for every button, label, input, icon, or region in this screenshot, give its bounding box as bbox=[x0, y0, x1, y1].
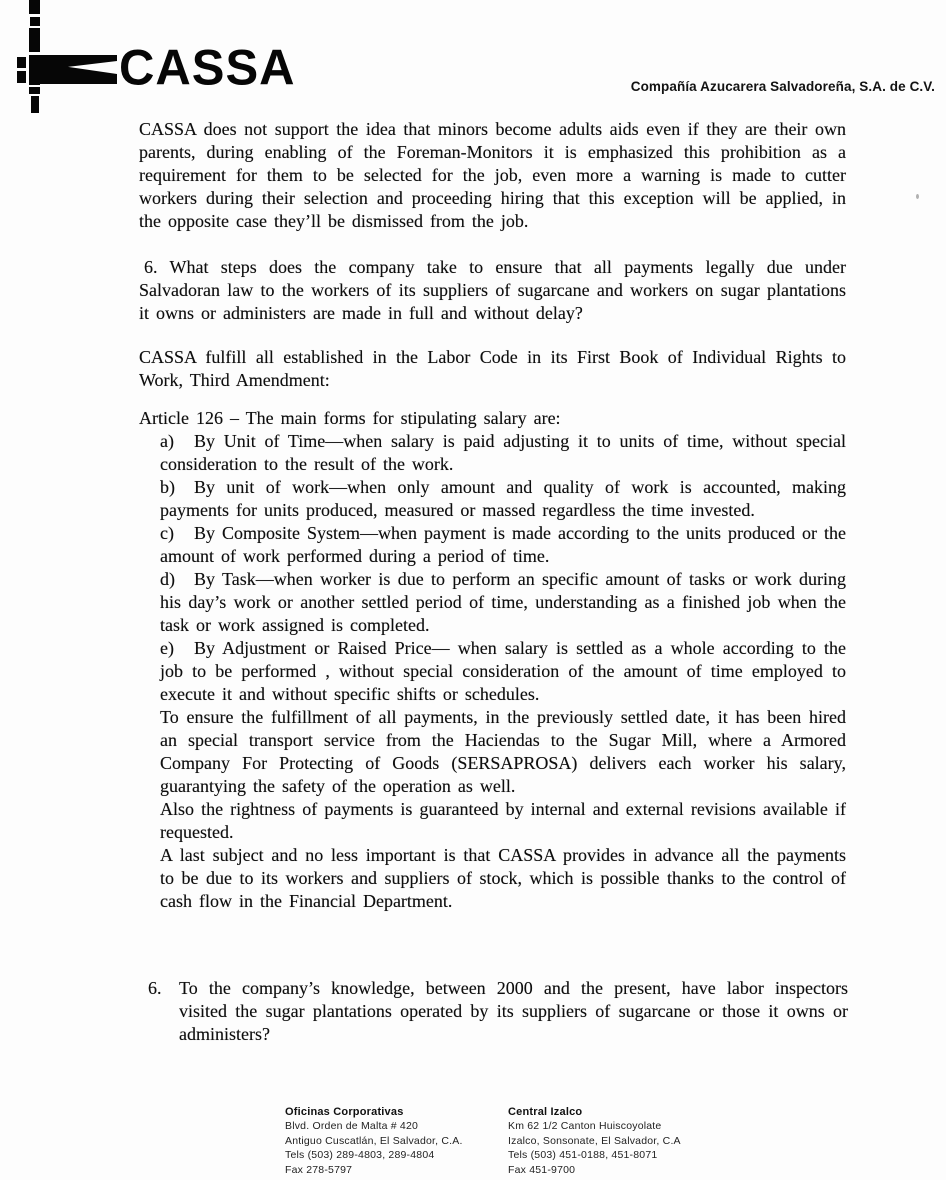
footer-line: Tels (503) 451-0188, 451-8071 bbox=[508, 1149, 658, 1162]
logo-dash-segment bbox=[30, 17, 40, 26]
article-heading: Article 126 – The main forms for stipulating salary are: bbox=[139, 408, 561, 428]
footer-line: Tels (503) 289-4803, 289-4804 bbox=[285, 1149, 435, 1162]
salary-form-item bbox=[160, 637, 846, 706]
article-126-block bbox=[139, 407, 846, 913]
footer-line: Izalco, Sonsonate, El Salvador, C.A bbox=[508, 1134, 681, 1147]
paragraph-answer-intro: CASSA fulfill all established in the Labor Code in its First Book of Individual Rights to Work, Third Amendment: bbox=[139, 347, 846, 390]
footer-line: Fax 451-9700 bbox=[508, 1163, 576, 1176]
salary-form-item bbox=[160, 430, 846, 476]
footer-line: Blvd. Orden de Malta # 420 bbox=[285, 1120, 419, 1133]
list-text: By unit of work—when only amount and quality of work is accounted, making payments for units produced, measured or massed regardless the time invested. bbox=[160, 477, 846, 520]
logo-dash-segment bbox=[29, 55, 40, 85]
paragraph-advance-payments: A last subject and no less important is that CASSA provides in advance all the payments to be due to its workers and suppliers of stock, which is possible thanks to the control of cash flow in the Financial Department. bbox=[160, 845, 846, 911]
logo-dash-segment bbox=[17, 71, 26, 83]
list-label: e) bbox=[160, 638, 174, 658]
salary-form-item bbox=[160, 568, 846, 637]
question-payments bbox=[139, 256, 846, 325]
footer-corporate-offices bbox=[285, 1105, 463, 1177]
list-text: By Task—when worker is due to perform an specific amount of tasks or work during his day’s work or another settled period of time, understanding as a finished job when the task or work assigned is completed. bbox=[160, 569, 846, 635]
question-text: What steps does the company take to ensure that all payments legally due under Salvadoran law to the workers of its suppliers of sugarcane and workers on sugar plantations it owns or administers are made in full and without delay? bbox=[139, 257, 846, 323]
logo-dash-segment bbox=[29, 87, 40, 94]
footer-title: Oficinas Corporativas bbox=[285, 1106, 404, 1118]
logo-dash-segment bbox=[29, 28, 40, 52]
salary-form-item bbox=[160, 476, 846, 522]
list-label: d) bbox=[160, 569, 175, 589]
logo-dash-segment bbox=[17, 57, 26, 68]
logo-dash-segment bbox=[29, 0, 40, 14]
footer-central-izalco bbox=[508, 1105, 681, 1177]
logo-dash-segment bbox=[31, 96, 39, 113]
paragraph-payment-revisions: Also the rightness of payments is guaranteed by internal and external revisions available if requested. bbox=[160, 799, 846, 842]
question-inspectors bbox=[148, 977, 848, 1046]
list-label: c) bbox=[160, 523, 174, 543]
salary-form-item bbox=[160, 522, 846, 568]
cassa-logo bbox=[0, 0, 320, 120]
list-label: b) bbox=[160, 477, 175, 497]
list-text: By Adjustment or Raised Price— when salary is settled as a whole according to the job to be performed , without special consideration of the amount of time employed to execute it and without specific shifts or schedules. bbox=[160, 638, 846, 704]
list-text: By Unit of Time—when salary is paid adjusting it to units of time, without special consideration to the result of the work. bbox=[160, 431, 846, 474]
list-label: a) bbox=[160, 431, 174, 451]
footer-line: Km 62 1/2 Canton Huiscoyolate bbox=[508, 1120, 662, 1133]
paragraph-transport-service: To ensure the fulfillment of all payments, in the previously settled date, it has been hired an special transport service from the Haciendas to the Sugar Mill, where a Armored Company For Protecting of Goods (SERSAPROSA) delivers each worker his salary, guarantying the safety of the operation as well. bbox=[160, 707, 846, 796]
logo-wordmark: CASSA bbox=[119, 40, 296, 96]
footer-line: Antiguo Cuscatlán, El Salvador, C.A. bbox=[285, 1134, 463, 1147]
question-number: 6. bbox=[148, 978, 162, 998]
footer-title: Central Izalco bbox=[508, 1106, 583, 1118]
question-number: 6. bbox=[144, 257, 158, 277]
question-text: To the company’s knowledge, between 2000 and the present, have labor inspectors visited the sugar plantations operated by its suppliers of sugarcane or those it owns or administers? bbox=[179, 978, 848, 1044]
company-name: Compañía Azucarera Salvadoreña, S.A. de C.V. bbox=[630, 79, 935, 94]
scan-artifact bbox=[916, 194, 919, 199]
list-text: By Composite System—when payment is made according to the units produced or the amount of work performed during a period of time. bbox=[160, 523, 846, 566]
paragraph-minors-policy: CASSA does not support the idea that minors become adults aids even if they are their own parents, during enabling of the Foreman-Monitors it is emphasized this prohibition as a requirement for them to be selected for the job, even more a warning is made to cutter workers during their selection and proceeding hiring that this exception will be applied, in the opposite case they’ll be dismissed from the job. bbox=[139, 119, 846, 231]
footer-line: Fax 278-5797 bbox=[285, 1163, 353, 1176]
